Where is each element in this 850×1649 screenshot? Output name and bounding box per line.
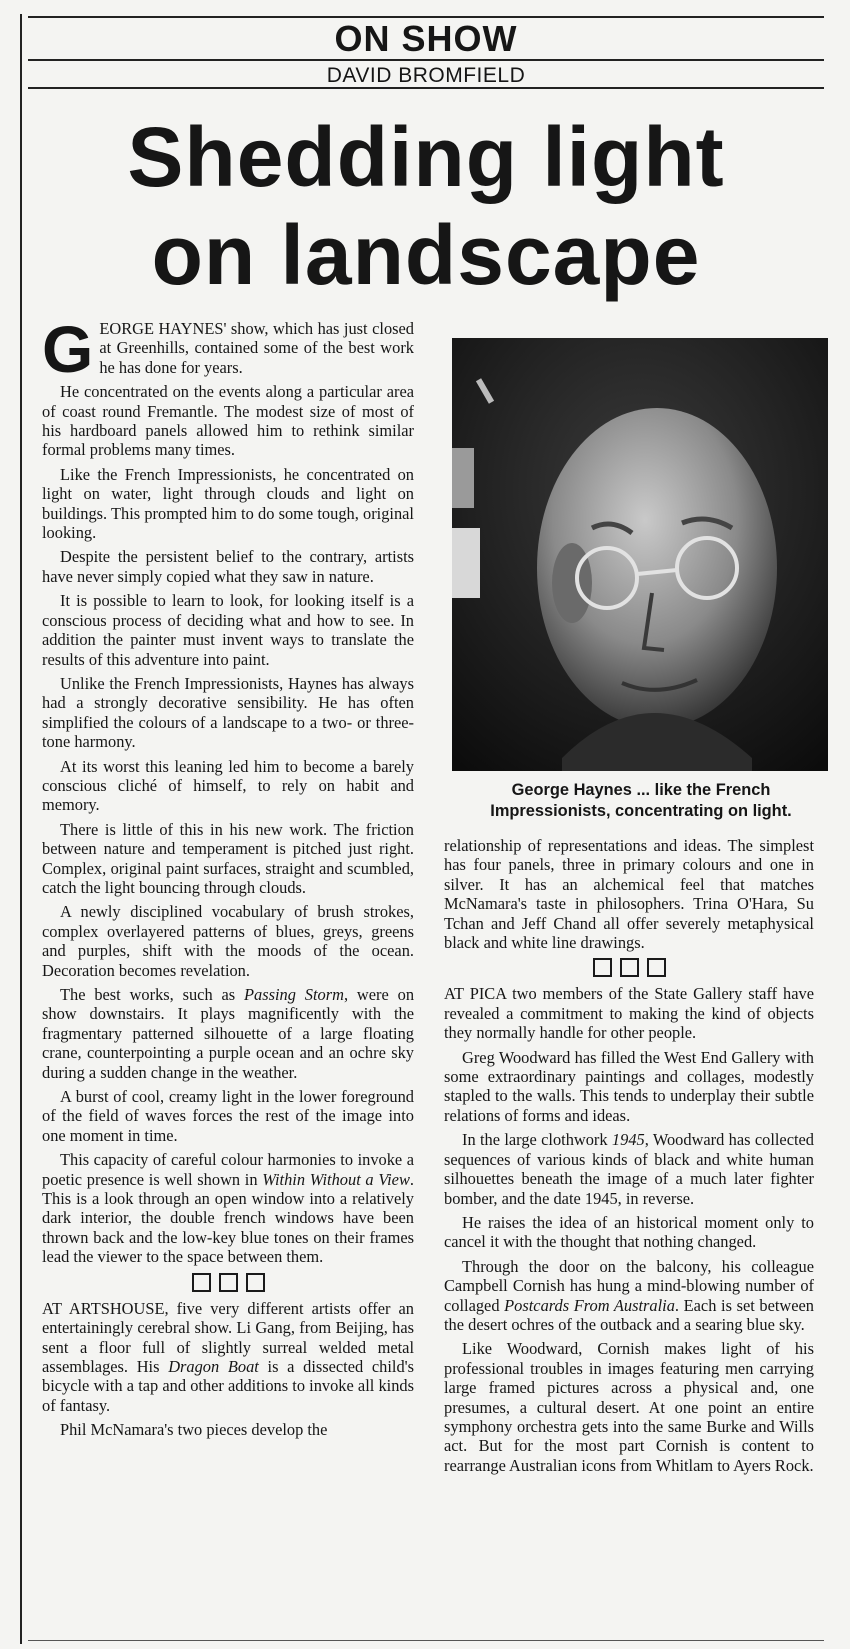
paragraph: In the large clothwork 1945, Woodward has collected sequences of various kinds of black and white human silhouettes beneath the image of a much later fighter bomber, and the date 1945, in reverse. (444, 1130, 814, 1208)
paragraph: GEORGE HAYNES' show, which has just closed at Greenhills, contained some of the best work he has done for years. (42, 312, 414, 386)
paragraph: Despite the persistent belief to the contrary, artists have never simply copied what they saw in nature. (42, 547, 414, 586)
paragraph: It is possible to learn to look, for looking itself is a conscious process of deciding what and how to see. In addition the painter must invent ways to translate the results of this adventure into paint. (42, 591, 414, 669)
paragraph: Like Woodward, Cornish makes light of his professional troubles in images featuring men carrying large framed pictures across a physical and, one presumes, a cultural desert. At one point an entire symphony orchestra gets into the same Burke and Wills act. But for the most part Cornish is content to rearrange Australian icons from Whitlam to Ayers Rock. (444, 1339, 814, 1475)
paragraph: Unlike the French Impressionists, Haynes has always had a strongly decorative sensibility. He has often simplified the colours of a landscape to a two- or three-tone harmony. (42, 673, 414, 752)
work-title: Passing Storm (244, 985, 344, 1004)
work-title: Within Without a View (262, 1169, 410, 1189)
paragraph: At its worst this leaning led him to become a barely conscious cliché of himself, to rely on habit and memory. (42, 756, 414, 815)
paragraph: Like the French Impressionists, he concentrated on light on water, light through clouds and light on buildings. This prompted him to do some tough, original looking. (42, 464, 414, 543)
paragraph: This capacity of careful colour harmonies to invoke a poetic presence is well shown in Within Without a View. This is a look through an open window into a relatively dark interior, the double french windows have been thrown back and the low-key blue tones on their frames lead the viewer to the space between them. (42, 1150, 414, 1267)
headline-line-2: on landscape (151, 208, 701, 302)
author-byline: DAVID BROMFIELD (326, 64, 526, 87)
headline (28, 108, 824, 304)
paragraph: Phil McNamara's two pieces develop the (60, 1420, 328, 1440)
photo-caption: George Haynes ... like the French Impressionists, concentrating on light. (490, 781, 792, 820)
headline-line-1: Shedding light (127, 110, 725, 204)
work-title: Dragon Boat (168, 1356, 259, 1376)
article-column-1 (42, 312, 415, 1445)
article-column-2 (444, 836, 814, 1480)
section-divider (42, 1273, 414, 1292)
portrait-photo (452, 338, 828, 771)
paragraph: A newly disciplined vocabulary of brush strokes, complex overlayered patterns of blues, greys, greens and purples, shift with the moods of the ocean. Decoration becomes revelation. (42, 902, 414, 980)
work-title: 1945 (611, 1130, 645, 1150)
section-kicker: ON SHOW (334, 18, 518, 59)
paragraph: He raises the idea of an historical moment only to cancel it with the thought that nothing changed. (444, 1212, 814, 1252)
left-column-rule (20, 14, 22, 1644)
paragraph: Greg Woodward has filled the West End Gallery with some extraordinary paintings and collages, modestly stapled to the walls. This tends to underplay their subtle relations of forms and ideas. (444, 1047, 814, 1125)
paragraph: The best works, such as Passing Storm, were on show downstairs. It plays magnificently with the fragmentary patterned silhouette of a large floating crane, counterpointing a purple ocean and an ochre sky during a sudden change in the weather. (42, 985, 415, 1082)
paragraph: He concentrated on the events along a particular area of coast round Fremantle. The modest size of most of his hardboard panels allowed him to rethink similar formal problems many times. (42, 382, 414, 460)
section-divider (444, 958, 814, 977)
bottom-rule (28, 1640, 824, 1641)
paragraph: There is little of this in his new work. The friction between nature and temperament is pitched just right. Complex, original paint surfaces, straight and scumbled, catch the light bouncing through clouds. (42, 819, 414, 897)
paragraph: A burst of cool, creamy light in the lower foreground of the field of waves forces the rest of the image into one moment in time. (42, 1087, 414, 1145)
paragraph: AT PICA two members of the State Gallery staff have revealed a commitment to making the kind of objects they normally handle for other people. (444, 984, 814, 1043)
work-title: Postcards From Australia (504, 1295, 675, 1315)
paragraph: relationship of representations and ideas. The simplest has four panels, three in primary colours and one in silver. It has an alchemical feel that matches McNamara's taste in philosophers. Trina O'Hara, Su Tchan and Jeff Chand all offer severely metaphysical black and white line drawings. (444, 836, 814, 953)
paragraph: Through the door on the balcony, his colleague Campbell Cornish has hung a mind-blowing number of collaged Postcards From Australia. Each is set between the desert ochres of the outback and a searing blue sky. (444, 1256, 815, 1334)
portrait-image (452, 338, 828, 771)
drop-cap: G (42, 312, 94, 386)
paragraph: AT ARTSHOUSE, five very different artists offer an entertainingly cerebral show. Li Gang, from Beijing, has sent a floor full of slightly surreal welded metal assemblages. His Dragon Boat is a dissected child's bicycle with a tap and other additions to invoke all kinds of fantasy. (42, 1298, 414, 1415)
